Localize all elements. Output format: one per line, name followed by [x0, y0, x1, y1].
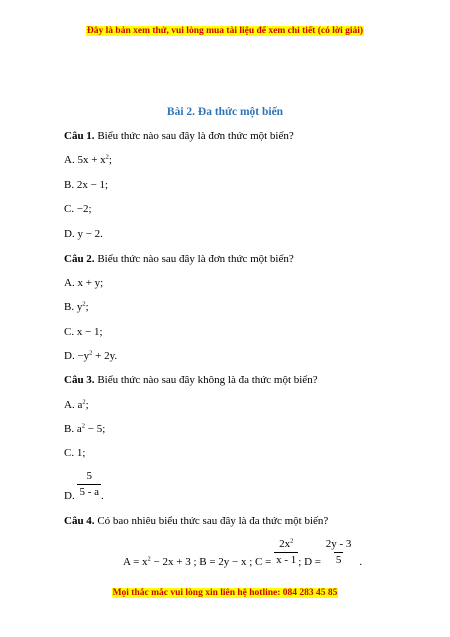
question-2-option-a: A. x + y; — [64, 277, 104, 289]
hotline-text: Mọi thắc mắc vui lòng xin liên hệ hotline: 084 283 45 85 — [112, 588, 338, 598]
question-1-label: Câu 1. — [64, 130, 95, 142]
question-4-expressions: $A = x^2 - 2x + 3$ ; B = 2y − x ; C = $\frac{2x^2}{x - 1}$ ; D = $\frac{2y - 3}{5}$ . — [123, 537, 363, 569]
question-4 — [64, 515, 328, 527]
question-3 — [64, 374, 318, 386]
fraction: $\frac{2x^2}{x - 1}$ — [276, 537, 297, 566]
question-1-option-d: D. y − 2. — [64, 228, 103, 240]
question-2-option-c: C. x − 1; — [64, 326, 103, 338]
question-3-option-b: B. $a^2 - 5$; — [64, 422, 106, 435]
lesson-title: Bài 2. Đa thức một biến — [166, 106, 284, 118]
question-3-option-a: A. $a^2$; — [64, 398, 89, 411]
question-3-label: Câu 3. — [64, 374, 95, 386]
question-2-option-d: D. $-y^2 + 2y$. — [64, 349, 118, 362]
question-3-option-c: C. 1; — [64, 447, 86, 459]
question-1-text: Biểu thức nào sau đây là đơn thức một biến? — [94, 130, 294, 142]
question-4-text: Có bao nhiêu biểu thức sau đây là đa thức một biến? — [94, 515, 329, 527]
question-3-option-d: D. $\frac{5}{5 - a}$ . — [64, 470, 104, 503]
hotline-banner — [0, 588, 450, 598]
fraction: $\frac{2y - 3}{5}$ — [325, 538, 352, 566]
question-1-option-b: B. 2x − 1; — [64, 179, 109, 191]
question-2-option-b: B. $y^2$; — [64, 300, 89, 313]
question-1-option-c: C. −2; — [64, 203, 92, 215]
question-2-label: Câu 2. — [64, 253, 95, 265]
question-4-label: Câu 4. — [64, 515, 95, 527]
question-3-text: Biểu thức nào sau đây không là đa thức một biến? — [94, 374, 318, 386]
fraction: $\frac{5}{5 - a}$ — [79, 470, 99, 498]
question-2-text: Biểu thức nào sau đây là đơn thức một biến? — [94, 253, 294, 265]
question-1-option-a: A. $5x + x^2$; — [64, 153, 112, 166]
question-1 — [64, 130, 294, 142]
preview-notice-text: Đây là bản xem thử, vui lòng mua tài liệu để xem chi tiết (có lời giải) — [86, 26, 364, 36]
question-2 — [64, 253, 294, 265]
preview-notice-banner — [0, 26, 450, 36]
